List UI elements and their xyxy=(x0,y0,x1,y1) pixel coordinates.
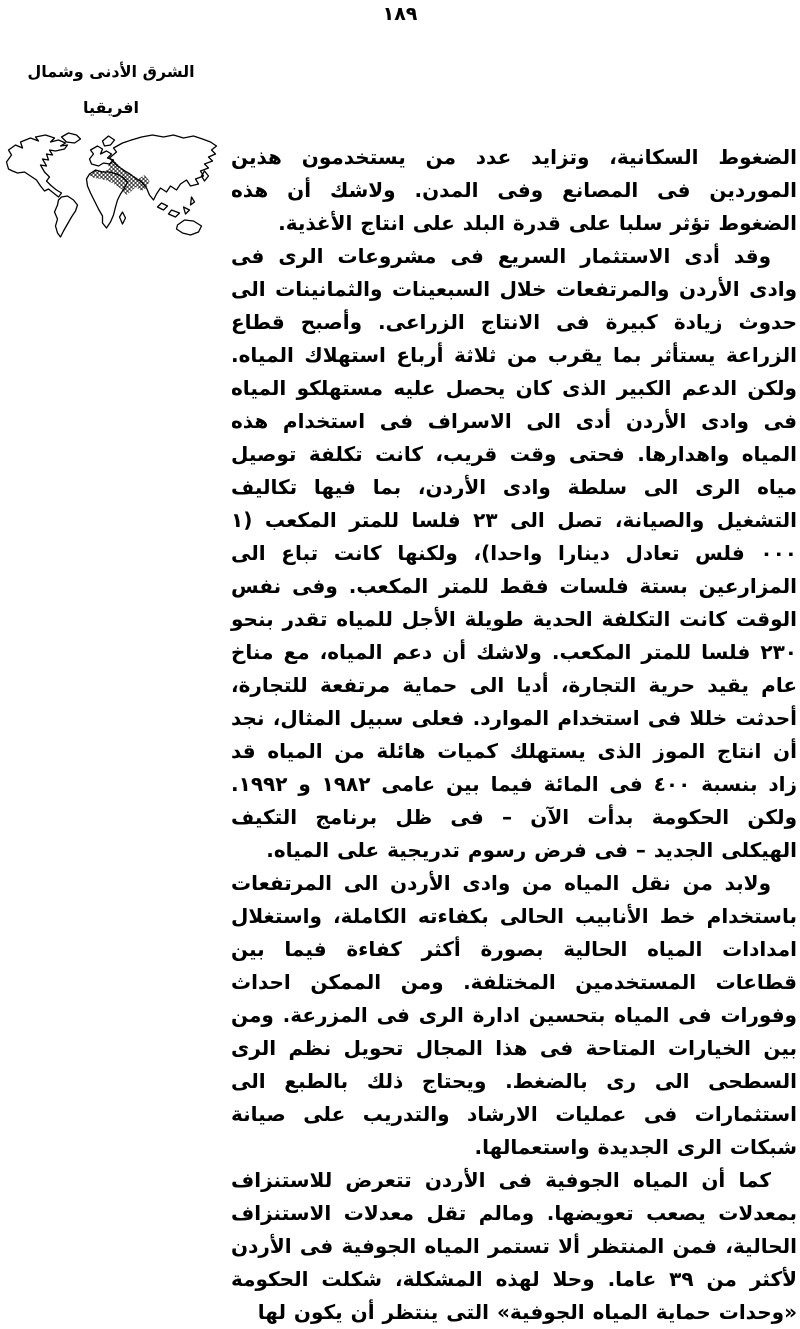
page-number: ١٨٩ xyxy=(382,3,418,25)
island-outline xyxy=(169,210,180,217)
world-map-svg xyxy=(4,129,222,241)
continent-europe xyxy=(90,146,114,166)
map-caption xyxy=(0,62,222,117)
continent-south-america xyxy=(55,196,78,237)
madagascar-outline xyxy=(120,212,126,224)
world-map xyxy=(0,129,222,241)
greenland-outline xyxy=(62,133,81,143)
island-outline xyxy=(184,207,190,214)
world-map-figure xyxy=(0,62,222,241)
map-caption-line-1: الشرق الأدنى وشمال xyxy=(27,62,195,81)
paragraph-groundwater-depletion: كما أن المياه الجوفية فى الأردن تتعرض للاستنزاف بمعدلات يصعب تعويضها. ومالم تقل معدلات الاستنزاف الحالية، فمن المنتظر ألا تستمر المياه الجوفية فى الأردن لأكثر من ٣٩ عاما. وحلا لهذه المشكلة، شكلت الحكومة «وحدات حماية المياه الجوفية» التى ينتظر أن يكون لها xyxy=(231,1168,797,1324)
article-text-column xyxy=(231,141,797,1329)
scandinavia-outline xyxy=(103,136,115,146)
continent-australia xyxy=(177,220,202,235)
continent-north-america xyxy=(7,135,68,197)
paragraph-population-pressures: الضغوط السكانية، وتزايد عدد من يستخدمون هذين الموردين فى المصانع وفى المدن. ولاشك أن هذه الضغوط تؤثر سلبا على قدرة البلد على انتاج الأغذية. xyxy=(231,145,797,235)
paragraph-water-transfer-efficiency: ولابد من نقل المياه من وادى الأردن الى المرتفعات باستخدام خط الأنابيب الحالى بكفاءته الكاملة، واستغلال امدادات المياه الحالية بصورة أكثر كفاءة فيما بين قطاعات المستخدمين المختلفة. ومن الممكن احداث وفورات فى المياه بتحسين ادارة الرى فى المزرعة. ومن بين الخيارات المتاحة فى هذا المجال تحويل نظم الرى السطحى الى رى بالضغط. ويحتاج ذلك بالطبع الى استثمارات فى عمليات الارشاد والتدريب على صيانة شبكات الرى الجديدة واستعمالها. xyxy=(231,871,797,1159)
map-caption-line-2: افريقيا xyxy=(83,98,139,117)
island-outline xyxy=(191,197,195,205)
island-outline xyxy=(158,203,168,210)
paragraph-irrigation-investment: وقد أدى الاستثمار السريع فى مشروعات الرى فى وادى الأردن والمرتفعات خلال السبعينات والثمانينات الى حدوث زيادة كبيرة فى الانتاج الزراعى. وأصبح قطاع الزراعة يستأثر بما يقرب من ثلاثة أرباع استهلاك المياه. ولكن الدعم الكبير الذى كان يحصل عليه مستهلكو المياه فى وادى الأردن أدى الى الاسراف فى استخدام هذه المياه واهدارها. فحتى وقت قريب، كانت تكلفة توصيل مياه الرى الى سلطة وادى الأردن، بما فيها تكاليف التشغيل والصيانة، تصل الى ٢٣ فلسا للمتر المكعب (١ ٠٠٠ فلس تعادل دينارا واحدا)، ولكنها كانت تباع الى المزارعين بستة فلسات فقط للمتر المكعب. وفى نفس الوقت كانت التكلفة الحدية طويلة الأجل للمياه تقدر بنحو ٢٣٠ فلسا للمتر المكعب. ولاشك أن دعم المياه، مع مناخ عام يقيد حرية التجارة، أديا الى حماية مرتفعة للتجارة، أحدثت خللا فى استخدام الموارد. فعلى سبيل المثال، نجد أن انتاج الموز الذى يستهلك كميات هائلة من المياه قد زاد بنسبة ٤٠٠ فى المائة فيما بين عامى ١٩٨٢ و ١٩٩٢. ولكن الحكومة بدأت الآن – فى ظل برنامج التكيف الهيكلى الجديد – فى فرض رسوم تدريجية على المياه. xyxy=(231,244,797,862)
